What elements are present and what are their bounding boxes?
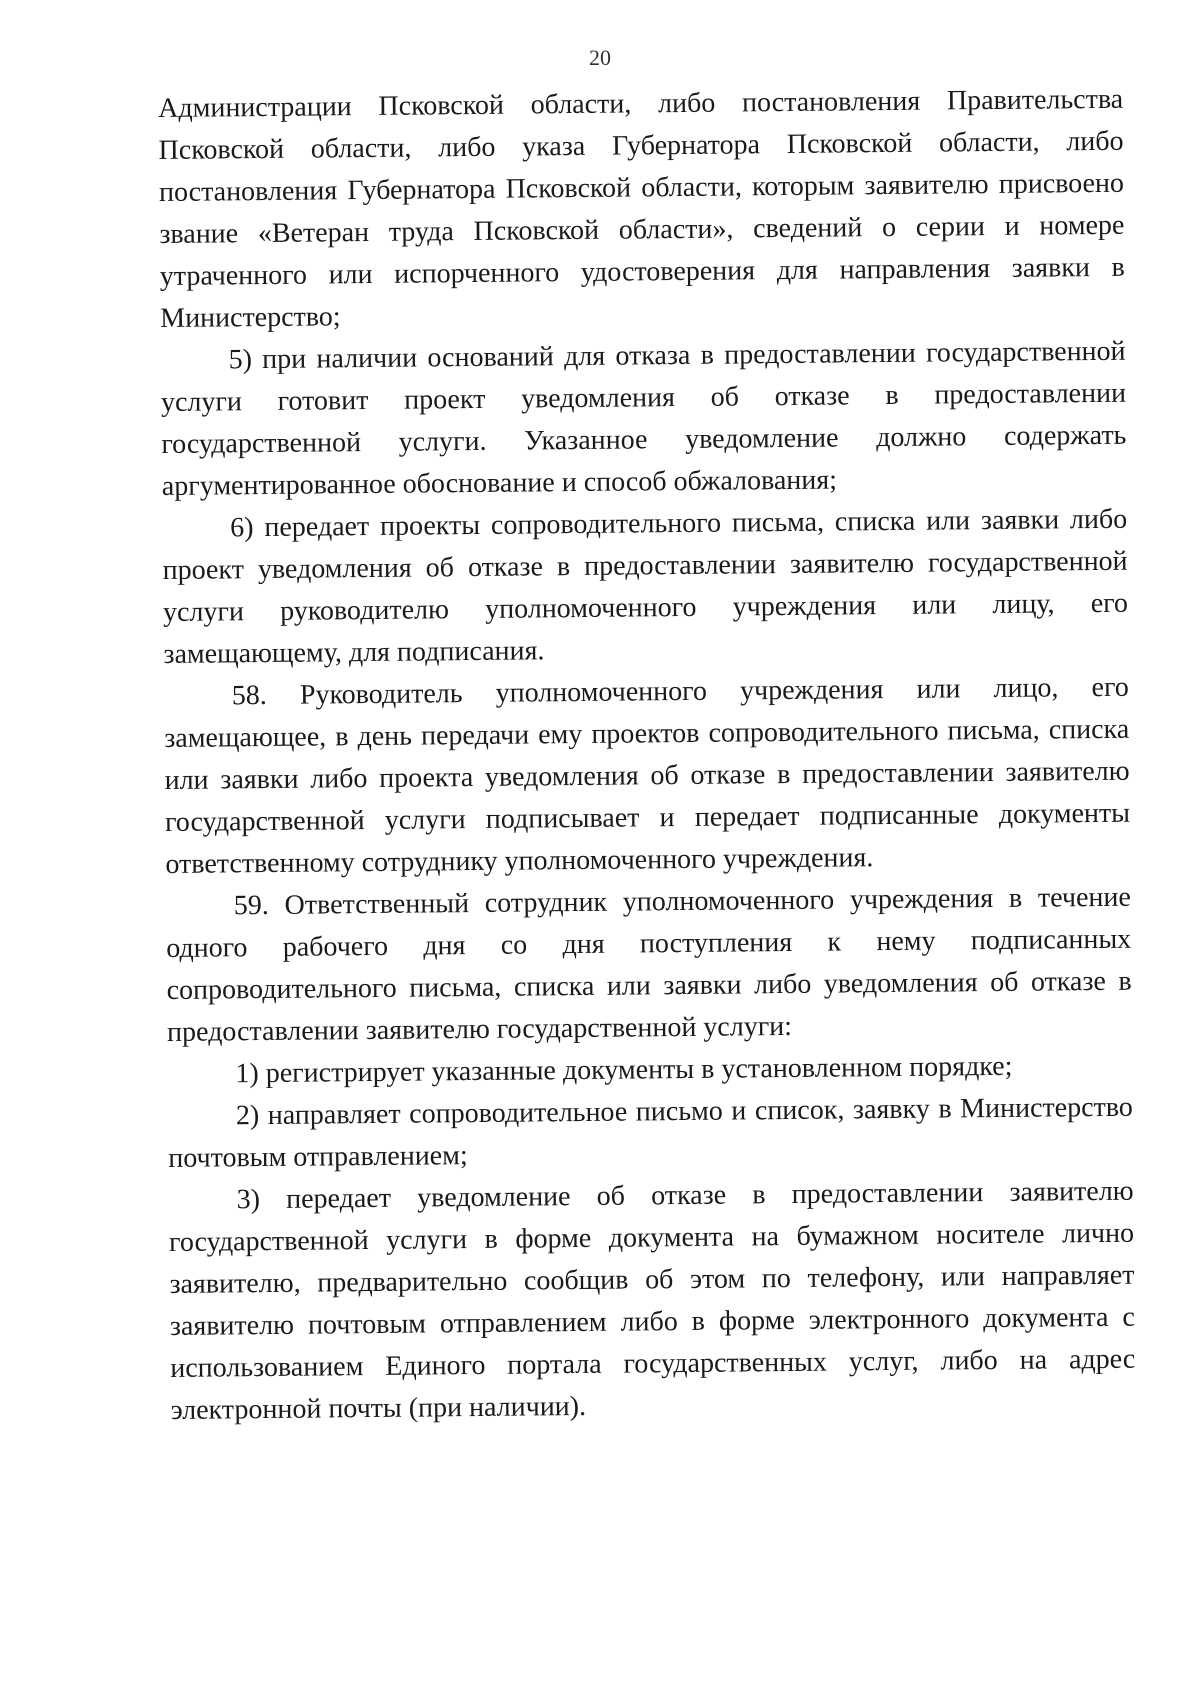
paragraph-subitem-1: 1) регистрирует указанные документы в установленном порядке;: [235, 1050, 1013, 1090]
document-body: [158, 79, 1136, 1432]
paragraph-clause-59: 59. Ответственный сотрудник уполномоченного учреждения в течение одного рабочего дня со дня поступления к нему подписанных сопроводительного письма, списка или заявки либо уведомления об отказе в предоставлении заявителю государственной услуги:: [166, 881, 1132, 1048]
paragraph-item-5: 5) при наличии оснований для отказа в предоставлении государственной услуги готовит проект уведомления об отказе в предоставлении государственной услуги. Указанное уведомление должно содержать аргументированное обоснование и способ обжалования;: [160, 335, 1127, 502]
paragraph-item-6: 6) передает проекты сопроводительного письма, списка или заявки либо проект уведомления об отказе в предоставлении заявителю государственной услуги руководителю уполномоченного учреждения или лицу, его замещающему, для подписания.: [162, 503, 1129, 670]
paragraph-subitem-3: 3) передает уведомление об отказе в предоставлении заявителю государственной услуги в форме документа на бумажном носителе лично заявителю, предварительно сообщив об этом по телефону, или направляет заявителю почтовым отправлением либо в форме электронного документа с использованием Единого портала государственных услуг, либо на адрес электронной почты (при наличии).: [168, 1175, 1136, 1426]
paragraph-subitem-2: 2) направляет сопроводительное письмо и список, заявку в Министерство почтовым отправлением;: [168, 1091, 1133, 1174]
paragraph-clause-58: 58. Руководитель уполномоченного учреждения или лицо, его замещающее, в день передачи ему проектов сопроводительного письма, списка или заявки либо проекта уведомления об отказе в предоставлении заявителю государственной услуги подписывает и передает подписанные документы ответственному сотруднику уполномоченного учреждения.: [164, 671, 1131, 880]
page-number: 20: [589, 45, 611, 70]
paragraph-continuation: Администрации Псковской области, либо постановления Правительства Псковской области, либо указа Губернатора Псковской области, либо постановления Губернатора Псковской области, которым заявителю присвоено звание «Ветеран труда Псковской области», сведений о серии и номере утраченного или испорченного удостоверения для направления заявки в Министерство;: [158, 83, 1125, 334]
